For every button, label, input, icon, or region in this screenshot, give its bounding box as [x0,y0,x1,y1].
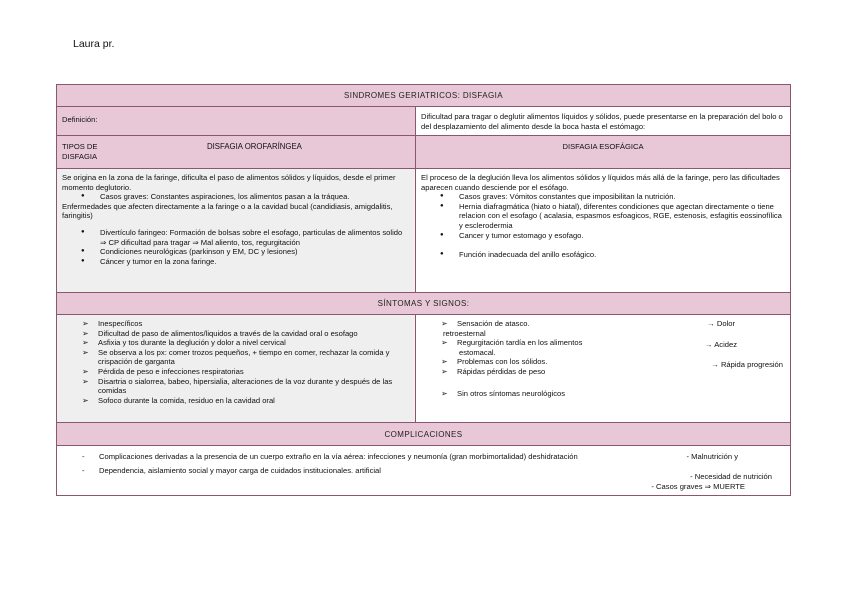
disfagia-table [56,84,791,496]
symptom-item: ➢ Sofoco durante la comida, residuo en la cavidad oral [62,396,410,406]
oro-item: ● Condiciones neurológicas (parkinson y EM, DC y lesiones) [62,247,410,257]
symptom-item: ➢ Se observa a los px: comer trozos pequeños, + tiempo en comer, rechazar la comida y crispación de garganta [62,348,410,367]
eso-item: ● Cancer y tumor estomago y esofago. [421,231,785,241]
definition-text: Dificultad para tragar o deglutir alimentos líquidos y sólidos, puede presentarse en la preparación del bolo o del desplazamiento del alimento desde la boca hasta el estómago: [421,112,783,131]
title-row [57,85,790,106]
oro-item: ● Divertículo faringeo: Formación de bolsas sobre el esofago, particulas de alimentos solido ⇒ CP dificultad para tragar ⇒ Mal aliento, tos, regurgitación [62,228,410,247]
oro-diseases: Enfermedades que afecten directamente a la faringe o a la cavidad bucal (candidiasis, amigdalitis, faringitis) [62,201,393,221]
oro-intro: Se origina en la zona de la faringe, dificulta el paso de alimentos sólidos y líquidos, desde el primer momento deglutorio. [62,173,396,192]
author-name: Laura pr. [73,38,115,50]
eso-content [416,169,790,292]
oro-content [57,169,416,292]
eso-item: ● Casos graves: Vómitos constantes que imposibilitan la nutrición. [421,192,785,202]
oro-severe: ● Casos graves: Constantes aspiraciones, los alimentos pasan a la tráquea. [62,192,410,202]
complication-side: - Necesidad de nutrición [690,472,772,481]
types-row [57,135,790,168]
symptoms-title: SÍNTOMAS Y SIGNOS: [377,299,470,308]
symptom-item: ➢ Disartria o sialorrea, babeo, hipersialia, alteraciones de la voz durante y después de las comidas [62,377,410,396]
symptom-item: ➢ Inespecíficos [62,319,410,329]
types-cell-oro [57,136,416,168]
eso-intro: El proceso de la deglución lleva los alimentos sólidos y líquidos más allá de la faringe, pero las dificultades aparecen cuando desciende por el esófago. [421,173,780,192]
symptom-item: ➢ Dificultad de paso de alimentos/liquidos a través de la cavidad oral o esofago [62,329,410,339]
symptom-side: → Rápida progresión [711,360,783,369]
eso-item: ● Hernia diafragmática (hiato o hiatal), diferentes condiciones que agectan directamente o tiene relacion con el esofago ( acalasia, espasmos esfoagicos, RGE, estenosis, esfagitis eossinofílica y esclerodermia [421,202,785,231]
symptom-item: ➢ Sin otros síntomas neurológicos [421,389,785,399]
symptoms-right [416,315,790,422]
types-cell-eso [416,136,790,168]
table-title: SINDROMES GERIATRICOS: DISFAGIA [344,91,503,100]
complications-content [57,446,790,495]
oro-item: ● Cáncer y tumor en la zona faringe. [62,257,410,267]
complications-row [57,445,790,495]
symptom-item: ➢ Problemas con los sólidos. [421,357,785,367]
complication-side: - Casos graves ⇒ MUERTE [651,482,745,491]
symptoms-header-row [57,292,790,314]
symptom-item: ➢ Sensación de atasco. [421,319,785,329]
complication-item: - Complicaciones derivadas a la presencia de un cuerpo extraño en la vía aérea: infecciones y neumonía (gran morbimortalidad) deshidratación [62,452,619,462]
symptom-item: ➢ Asfixia y tos durante la deglución y dolor a nivel cervical [62,338,410,348]
complication-side: - Malnutrición y [686,452,738,461]
types-label: TIPOS DE DISFAGIA [62,142,98,161]
eso-item: ● Función inadecuada del anillo esofágico. [421,250,785,260]
symptom-item: ➢ Regurgitación tardía en los alimentos [421,338,785,348]
symptom-sub: retroesternal [443,328,486,338]
types-content-row [57,168,790,292]
definition-row [57,106,790,135]
symptoms-row [57,314,790,422]
definition-label: Definición: [57,107,416,135]
eso-title: DISFAGIA ESOFÁGICA [562,142,644,151]
complications-title: COMPLICACIONES [384,429,463,439]
oro-title: DISFAGIA OROFARÍNGEA [207,142,302,151]
symptom-sub: estomacal. [459,347,496,357]
symptom-side: → Acidez [704,340,737,349]
complications-header-row [57,422,790,445]
symptoms-left [57,315,416,422]
symptom-item: ➢ Pérdida de peso e infecciones respiratorias [62,367,410,377]
symptom-side: → Dolor [707,319,735,328]
complication-item: - Dependencia, aislamiento social y mayor carga de cuidados institucionales. artificial [62,466,419,476]
symptom-item: ➢ Rápidas pérdidas de peso [421,367,785,377]
